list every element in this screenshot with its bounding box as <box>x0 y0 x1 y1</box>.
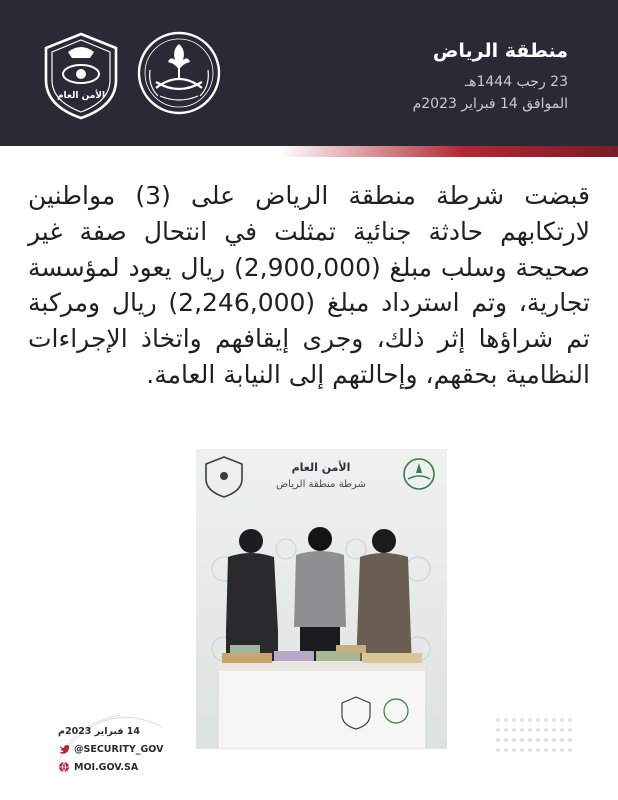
header-logos <box>38 30 228 120</box>
header-banner <box>0 0 618 146</box>
footer-date <box>58 722 190 740</box>
public-security-badge-icon <box>38 30 124 122</box>
website-url: MOI.GOV.SA <box>74 761 139 773</box>
globe-icon <box>58 761 70 773</box>
region-title: منطقة الرياض <box>432 40 568 62</box>
police-logo-text: الأمن العام <box>56 91 106 101</box>
evidence-photo <box>196 449 447 749</box>
accent-bar <box>0 146 618 157</box>
photo-caption-subtitle: شرطة منطقة الرياض <box>276 479 366 490</box>
footer-info <box>58 722 190 776</box>
decorative-dot-grid <box>494 716 578 760</box>
twitter-icon <box>58 743 70 755</box>
news-statement: قبضت شرطة منطقة الرياض على (3) مواطنين لارتكابهم حادثة جنائية تمثلت في انتحال صفة غير صحيحة وسلب مبلغ (2,900,000) ريال يعود لمؤسسة تجارية، وتم استرداد مبلغ (2,246,000) ريال ومركبة تم شراؤها إثر ذلك، وجرى إيقافهم واتخاذ الإجراءات النظامية بحقهم، وإحالتهم إلى النيابة العامة. <box>28 181 590 389</box>
national-emblem-icon <box>136 30 222 116</box>
photo-caption-title: الأمن العام <box>291 461 351 474</box>
gregorian-date: الموافق 14 فبراير 2023م <box>412 96 568 112</box>
footer-twitter[interactable] <box>58 740 190 758</box>
twitter-handle: @SECURITY_GOV <box>74 743 164 755</box>
footer-date-text: 14 فبراير 2023م <box>58 725 141 737</box>
hijri-date: 23 رجب 1444هـ <box>464 74 568 90</box>
footer-website[interactable] <box>58 758 190 776</box>
suspects-photo-graphic <box>196 449 447 749</box>
